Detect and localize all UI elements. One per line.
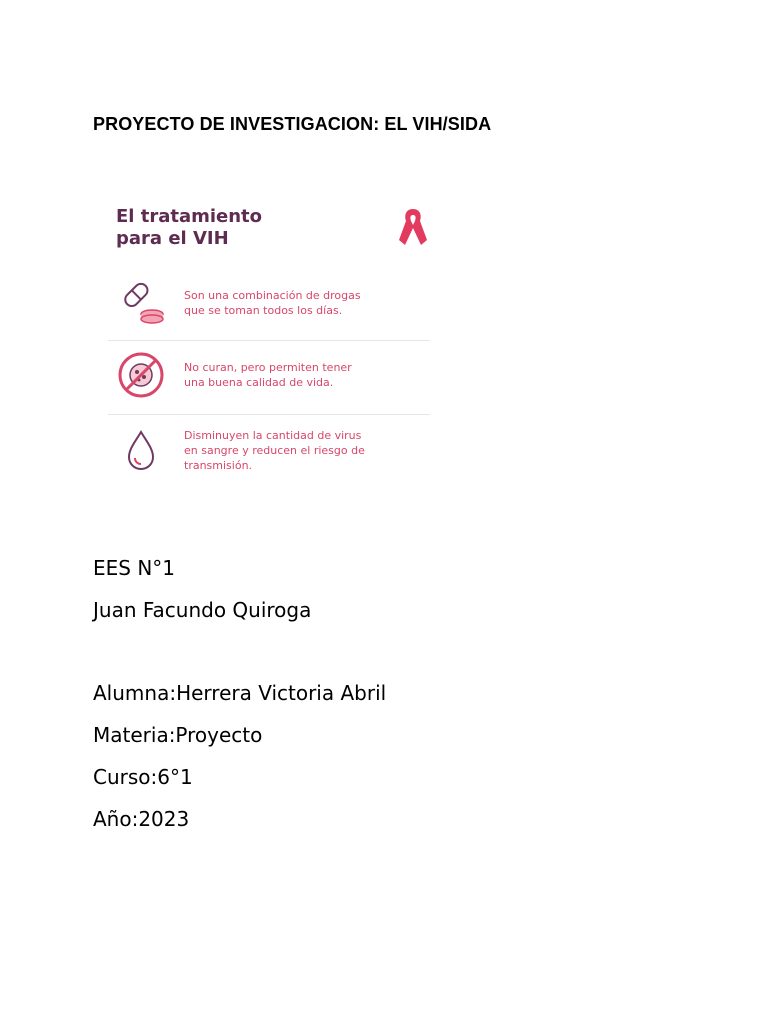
school-name: Juan Facundo Quiroga (93, 598, 312, 622)
year: Año:2023 (93, 807, 190, 831)
school-label: EES N°1 (93, 556, 176, 580)
infographic-heading-line1: El tratamiento (116, 206, 263, 227)
infographic-row-text: No curan, pero permiten tener una buena calidad de vida. (184, 361, 352, 389)
no-virus-icon (116, 350, 166, 400)
infographic-row-text: Son una combinación de drogas que se toman todos los días. (184, 289, 361, 317)
infographic-row-pills (108, 274, 430, 338)
student-name: Alumna:Herrera Victoria Abril (93, 681, 387, 705)
awareness-ribbon-icon (396, 206, 430, 248)
subject: Materia:Proyecto (93, 723, 263, 747)
drop-icon (116, 426, 166, 476)
infographic-row-transmission (108, 422, 430, 486)
infographic-row-text: Disminuyen la cantidad de virus en sangre y reducen el riesgo de transmisión. (184, 429, 365, 472)
pill-icon (116, 276, 166, 326)
divider (108, 414, 430, 415)
course: Curso:6°1 (93, 765, 193, 789)
hiv-treatment-infographic (108, 196, 438, 490)
divider (108, 340, 430, 341)
infographic-heading (116, 206, 262, 250)
infographic-heading-line2: para el VIH (116, 228, 229, 249)
document-title: PROYECTO DE INVESTIGACION: EL VIH/SIDA (93, 114, 492, 134)
infographic-row-no-cure (108, 346, 430, 410)
